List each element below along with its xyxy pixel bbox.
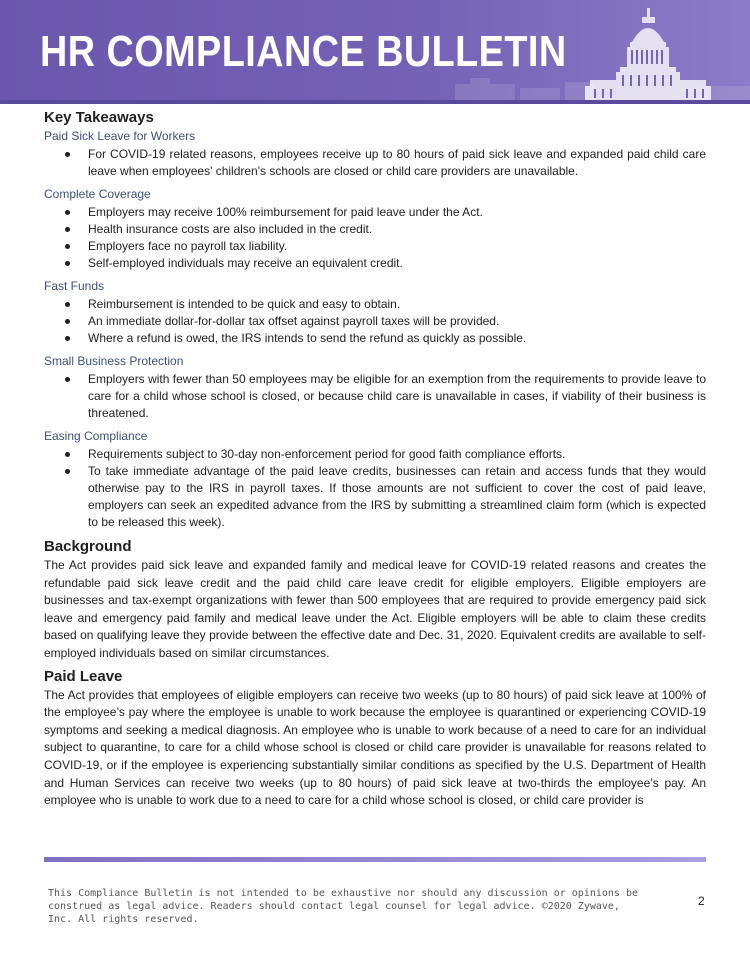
takeaway-subhead: Paid Sick Leave for Workers	[44, 129, 196, 143]
header-banner	[0, 0, 750, 104]
page-number: 2	[698, 894, 705, 908]
takeaway-group-fast-funds	[44, 278, 706, 347]
takeaway-item: Health insurance costs are also included in the credit.	[88, 221, 706, 238]
takeaway-list	[44, 204, 706, 272]
background-paragraph: The Act provides paid sick leave and expanded family and medical leave for COVID-19 related reasons and creates the refundable paid sick leave credit and the paid child care leave credit for eligible employers. Eligible employers are businesses and tax-exempt organizations with fewer than 500 employees that are required to provide emergency paid sick leave and emergency paid family and medical leave under the Act. Eligible employers will be able to claim these credits based on qualifying leave they provide between the effective date and Dec. 31, 2020. Equivalent credits are available to self-employed individuals based on similar circumstances.	[44, 558, 706, 660]
takeaway-group-small-business	[44, 353, 706, 422]
footer-disclaimer: This Compliance Bulletin is not intended to be exhaustive nor should any discussion or opinions be construed as legal advice. Readers should contact legal counsel for legal advice. ©2020 Zywave, Inc. All rights reserved.	[48, 888, 639, 925]
takeaway-subhead: Easing Compliance	[44, 429, 148, 443]
takeaway-item: An immediate dollar-for-dollar tax offset against payroll taxes will be provided.	[88, 313, 706, 330]
banner-divider	[0, 100, 750, 104]
background-heading: Background	[44, 538, 132, 555]
takeaway-group-easing-compliance	[44, 428, 706, 531]
takeaway-group-paid-sick-leave	[44, 128, 706, 180]
takeaway-list	[44, 296, 706, 347]
takeaway-subhead: Fast Funds	[44, 279, 105, 293]
takeaway-list	[44, 371, 706, 422]
key-takeaways-heading: Key Takeaways	[44, 109, 154, 126]
takeaway-item: Requirements subject to 30-day non-enforcement period for good faith compliance efforts.	[88, 446, 706, 463]
takeaway-item: Where a refund is owed, the IRS intends to send the refund as quickly as possible.	[88, 330, 706, 347]
takeaway-item: For COVID-19 related reasons, employees receive up to 80 hours of paid sick leave and expanded paid child care leave when employees' children's schools are closed or child care providers are unavailable.	[88, 147, 706, 178]
bulletin-title: HR COMPLIANCE BULLETIN	[40, 27, 567, 76]
takeaway-item: To take immediate advantage of the paid leave credits, businesses can retain and access funds that they would otherwise pay to the IRS in payroll taxes. If those amounts are not sufficient to cover the cost of paid leave, employers can seek an expedited advance from the IRS by submitting a streamlined claim form (which is expected to be released this week).	[88, 464, 706, 529]
takeaway-group-complete-coverage	[44, 186, 706, 272]
takeaway-item: Reimbursement is intended to be quick and easy to obtain.	[88, 296, 706, 313]
takeaway-list	[44, 446, 706, 531]
takeaway-list	[44, 146, 706, 180]
paid-leave-heading: Paid Leave	[44, 667, 123, 685]
takeaway-subhead: Small Business Protection	[44, 354, 184, 368]
takeaway-item: Employers may receive 100% reimbursement for paid leave under the Act.	[88, 204, 706, 221]
paid-leave-paragraph: The Act provides that employees of eligible employers can receive two weeks (up to 80 hours) of paid sick leave at 100% of the employee’s pay where the employee is unable to work because the employee is quarantined or experiencing COVID-19 symptoms and seeking a medical diagnosis. An employee who is unable to work because of a need to care for an individual subject to quarantine, to care for a child whose school is closed or child care provider is unavailable for reasons related to COVID-19, or if the employee is experiencing substantially similar conditions as specified by the U.S. Department of Health and Human Services can receive two weeks (up to 80 hours) of paid sick leave at two-thirds the employee’s pay. An employee who is unable to work due to a need to care for a child whose school is closed, or child care provider is	[44, 687, 706, 808]
bulletin-content	[44, 108, 706, 814]
takeaway-subhead: Complete Coverage	[44, 187, 151, 201]
takeaway-item: Employers with fewer than 50 employees may be eligible for an exemption from the requirements to provide leave to care for a child whose school is closed, or because child care is unavailable in cases, if viability of their business is threatened.	[88, 372, 706, 420]
footer-divider	[44, 857, 706, 862]
takeaway-item: Self-employed individuals may receive an equivalent credit.	[88, 255, 706, 272]
takeaway-item: Employers face no payroll tax liability.	[88, 238, 706, 255]
